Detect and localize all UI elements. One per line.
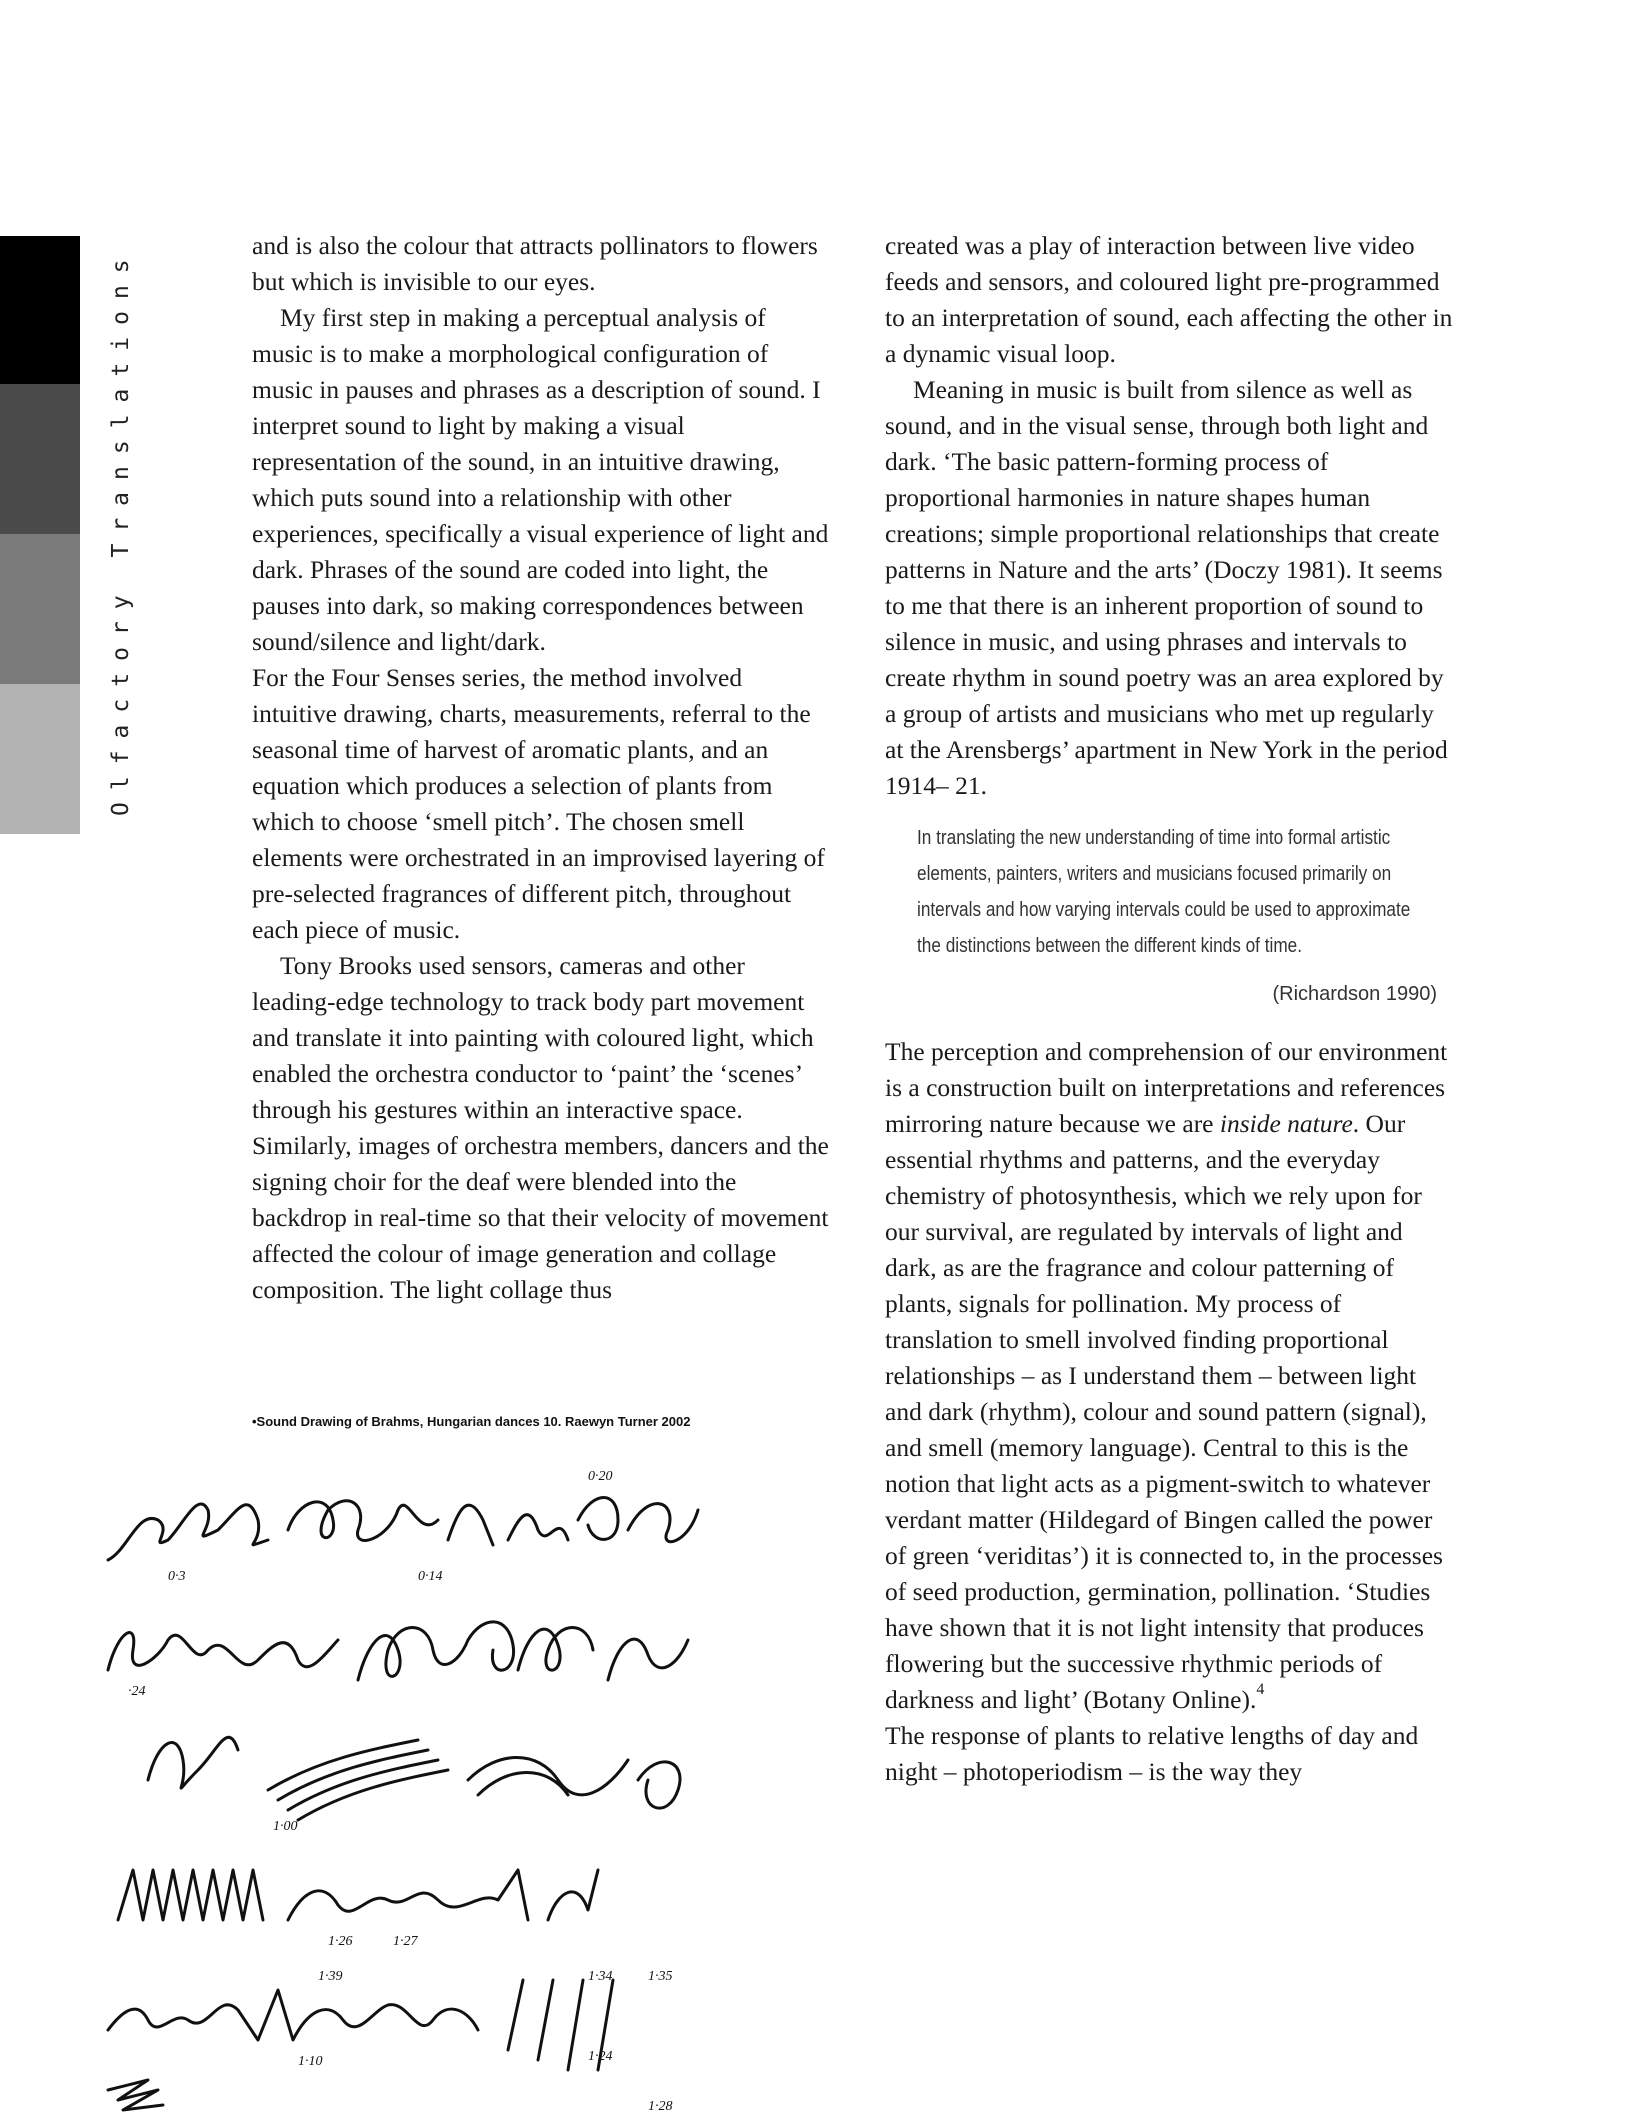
- section-tab-mid-gray: [0, 534, 80, 684]
- scribble-row-4: [118, 1870, 598, 1920]
- scribble-row-1: [108, 1498, 698, 1561]
- paragraph: and is also the colour that attracts pollinators to flowers but which is invisible to our eyes.: [252, 231, 818, 296]
- running-section-title: Olfactory Translations: [108, 247, 134, 816]
- time-label: 0·14: [418, 1569, 443, 1584]
- paragraph: My first step in making a perceptual analysis of music is to make a morphological configuration of music in pauses and phrases as a description of sound. I interpret sound to light by making a visual representation of the sound, in an intuitive drawing, which puts sound into a relationship with other experiences, specifically a visual experience of light and dark. Phrases of the sound are coded into light, the pauses into dark, so making correspondences between sound/silence and light/dark.: [252, 303, 829, 656]
- section-tab-light-gray: [0, 684, 80, 834]
- time-label: ·24: [128, 1684, 146, 1699]
- time-label: 1·24: [588, 2049, 613, 2064]
- time-label: 1·28: [648, 2099, 673, 2114]
- figure-caption: •Sound Drawing of Brahms, Hungarian dances 10. Raewyn Turner 2002: [252, 1414, 691, 1429]
- paragraph: Meaning in music is built from silence as well as sound, and in the visual sense, through both light and dark. ‘The basic pattern-forming process of proportional harmonies in nature shapes human creations; simple proportional relationships that create patterns in Nature and the arts’ (Doczy 1981). It seems to me that there is an inherent proportion of sound to silence in music, and using phrases and intervals to create rhythm in sound poetry was an area explored by a group of artists and musicians who met up regularly at the Arensbergs’ apartment in New York in the period 1914– 21.: [885, 375, 1448, 800]
- paragraph-text: The perception and comprehension of our environment is a construction built on interpretations and references mirroring nature because we are: [885, 1037, 1448, 1138]
- sound-drawing-figure: [88, 1450, 728, 2120]
- scribble-row-3: [148, 1737, 680, 1820]
- time-label: 0·3: [168, 1569, 186, 1584]
- scribble-row-2: [108, 1622, 688, 1680]
- time-label: 1·00: [273, 1819, 298, 1834]
- section-tab-dark-gray: [0, 384, 80, 534]
- right-text-column: [885, 228, 1455, 1790]
- scribble-row-5: [108, 1980, 613, 2110]
- left-text-column: [252, 228, 832, 1308]
- time-label: 1·39: [318, 1969, 343, 1984]
- footnote-marker: 4: [1256, 1681, 1265, 1698]
- time-label: 1·34: [588, 1969, 613, 1984]
- time-label: 1·27: [393, 1934, 418, 1949]
- block-quote: In translating the new understanding of time into formal artistic elements, painters, writers and musicians focused primarily on intervals and how varying intervals could be used to approximate the distinctions between the different kinds of time.: [917, 827, 1411, 957]
- time-label: 1·35: [648, 1969, 673, 1984]
- time-label: 0·20: [588, 1469, 613, 1484]
- paragraph-text: . Our essential rhythms and patterns, and the everyday chemistry of photosynthesis, which we rely upon for our survival, are regulated by intervals of light and dark, as are the fragrance and colour patterning of plants, signals for pollination. My process of translation to smell involved finding proportional relationships – as I understand them – between light and dark (rhythm), colour and sound pattern (signal), and smell (memory language). Central to this is the notion that light acts as a pigment-switch to whatever verdant matter (Hildegard of Bingen called the power of green ‘veriditas’) it is connected to, in the processes of seed production, germination, pollination. ‘Studies have shown that it is not light intensity that produces flowering but the successive rhythmic periods of darkness and light’ (Botany Online).: [885, 1109, 1443, 1714]
- time-label: 1·26: [328, 1934, 353, 1949]
- time-label: 1·10: [298, 2054, 323, 2069]
- section-tab-black: [0, 236, 80, 384]
- paragraph: The response of plants to relative lengths of day and night – photoperiodism – is the way they: [885, 1721, 1419, 1786]
- paragraph: For the Four Senses series, the method involved intuitive drawing, charts, measurements, referral to the seasonal time of harvest of aromatic plants, and an equation which produces a selection of plants from which to choose ‘smell pitch’. The chosen smell elements were orchestrated in an improvised layering of pre-selected fragrances of different pitch, throughout each piece of music.: [252, 663, 825, 944]
- italic-emphasis: inside nature: [1219, 1109, 1353, 1138]
- paragraph: [885, 1034, 1455, 1718]
- paragraph: created was a play of interaction between live video feeds and sensors, and coloured light pre-programmed to an interpretation of sound, each affecting the other in a dynamic visual loop.: [885, 231, 1453, 368]
- quote-citation: (Richardson 1990): [1272, 983, 1437, 1005]
- paragraph: Tony Brooks used sensors, cameras and other leading-edge technology to track body part movement and translate it into painting with coloured light, which enabled the orchestra conductor to ‘paint’ the ‘scenes’ through his gestures within an interactive space. Similarly, images of orchestra members, dancers and the signing choir for the deaf were blended into the backdrop in real-time so that their velocity of movement affected the colour of image generation and collage composition. The light collage thus: [252, 951, 829, 1304]
